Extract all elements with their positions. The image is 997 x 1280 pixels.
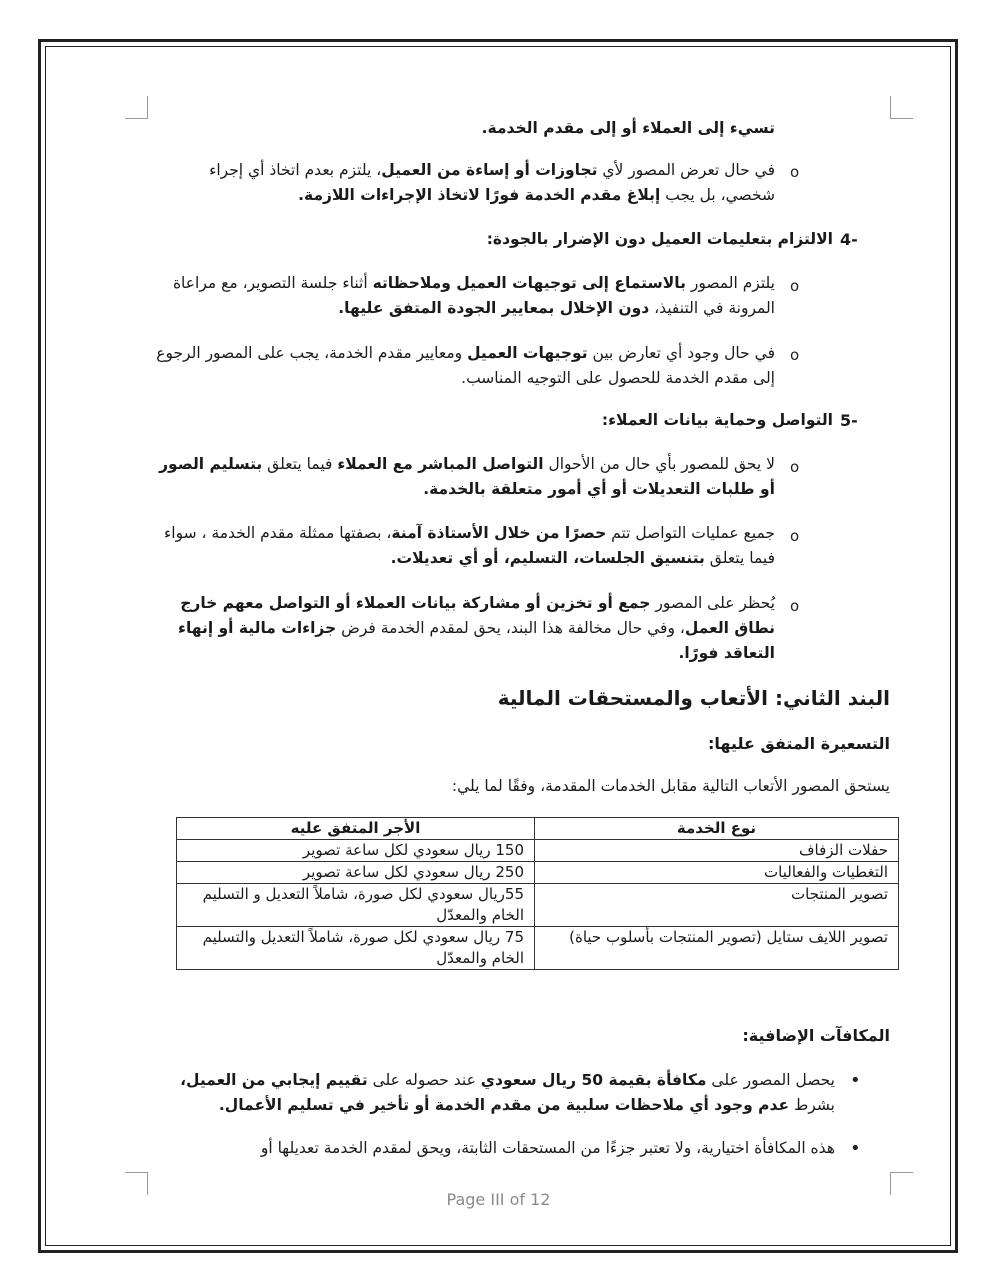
- fees-table: [176, 817, 899, 970]
- page-number: Page III of 12: [446, 1190, 551, 1209]
- bullet-circle-icon: o: [790, 277, 800, 295]
- bullet-circle-icon: o: [790, 527, 800, 545]
- table-row: [177, 862, 899, 884]
- bonus-item-2: هذه المكافأة اختيارية، ولا تعتبر جزءًا من المستحقات الثابتة، ويحق لمقدم الخدمة تعديلها أو: [260, 1139, 835, 1157]
- bullet-item-3: في حال وجود أي تعارض بين توجيهات العميل ومعايير مقدم الخدمة، يجب على المصور الرجوع إلى مقدم الخدمة للحصول على التوجيه المناسب.: [156, 344, 775, 387]
- pricing-title: التسعيرة المتفق عليها:: [707, 734, 890, 753]
- bullet-item-5: جميع عمليات التواصل تتم حصرًا من خلال الأستاذة آمنة، بصفتها ممثلة مقدم الخدمة ، سواء فيما يتعلق بتنسيق الجلسات، التسليم، أو أي تعديلات.: [164, 524, 775, 567]
- bullet-circle-icon: o: [790, 163, 800, 181]
- service-cell: تصوير اللايف ستايل (تصوير المنتجات بأسلوب حياة): [535, 927, 899, 970]
- pricing-intro: يستحق المصور الأتعاب التالية مقابل الخدمات المقدمة، وفقًا لما يلي:: [451, 777, 890, 795]
- bullet-circle-icon: o: [790, 346, 800, 364]
- fee-cell: 75 ريال سعودي لكل صورة، شاملاً التعديل والتسليم الخام والمعدّل: [177, 927, 535, 970]
- bullet-circle-icon: o: [790, 597, 800, 615]
- crop-mark-top-right: [890, 96, 913, 119]
- service-cell: حفلات الزفاف: [535, 840, 899, 862]
- crop-mark-top-left: [125, 96, 148, 119]
- fee-cell: 55ريال سعودي لكل صورة، شاملاً التعديل و التسليم الخام والمعدّل: [177, 884, 535, 927]
- table-row: [177, 927, 899, 970]
- bullet-item-4: لا يحق للمصور بأي حال من الأحوال التواصل المباشر مع العملاء فيما يتعلق بتسليم الصور أو طلبات التعديلات أو أي أمور متعلقة بالخدمة.: [159, 455, 775, 498]
- table-row: [177, 840, 899, 862]
- bullet-dot-icon: •: [850, 1138, 861, 1159]
- section-5-title: التواصل وحماية بيانات العملاء:: [601, 411, 833, 429]
- table-header-fee: الأجر المتفق عليه: [177, 818, 535, 840]
- section-4-title: الالتزام بتعليمات العميل دون الإضرار بالجودة:: [486, 230, 833, 248]
- table-header-row: [177, 818, 899, 840]
- service-cell: التغطيات والفعاليات: [535, 862, 899, 884]
- section-number-4: 4-: [840, 230, 858, 249]
- bullet-item-6: يُحظر على المصور جمع أو تخزين أو مشاركة بيانات العملاء أو التواصل معهم خارج نطاق العمل، وفي حال مخالفة هذا البند، يحق لمقدم الخدمة فرض جزاءات مالية أو إنهاء التعاقد فورًا.: [178, 594, 775, 662]
- bullet-circle-icon: o: [790, 458, 800, 476]
- bullet-item-2: يلتزم المصور بالاستماع إلى توجيهات العميل وملاحظاته أثناء جلسة التصوير، مع مراعاة المرونة في التنفيذ، دون الإخلال بمعايير الجودة المتفق عليها.: [172, 274, 775, 317]
- bonus-title: المكافآت الإضافية:: [742, 1026, 890, 1045]
- bullet-dot-icon: •: [850, 1070, 861, 1091]
- bullet-item-1: في حال تعرض المصور لأي تجاوزات أو إساءة من العميل، يلتزم بعدم اتخاذ أي إجراء شخصي، بل يجب إبلاغ مقدم الخدمة فورًا لاتخاذ الإجراءات اللازمة.: [209, 161, 775, 204]
- continued-paragraph: [470, 116, 775, 141]
- section-number-5: 5-: [840, 411, 858, 430]
- service-cell: تصوير المنتجات: [535, 884, 899, 927]
- table-row: [177, 884, 899, 927]
- fee-cell: 250 ريال سعودي لكل ساعة تصوير: [177, 862, 535, 884]
- fee-cell: 150 ريال سعودي لكل ساعة تصوير: [177, 840, 535, 862]
- bonus-item-1: يحصل المصور على مكافأة بقيمة 50 ريال سعودي عند حصوله على تقييم إيجابي من العميل، بشرط عدم وجود أي ملاحظات سلبية من مقدم الخدمة أو تأخير في تسليم الأعمال.: [180, 1071, 835, 1114]
- table-header-service: نوع الخدمة: [535, 818, 899, 840]
- clause-2-title: البند الثاني: الأتعاب والمستحقات المالية: [497, 686, 890, 710]
- continued-text: تسيء إلى العملاء أو إلى مقدم الخدمة.: [481, 119, 775, 137]
